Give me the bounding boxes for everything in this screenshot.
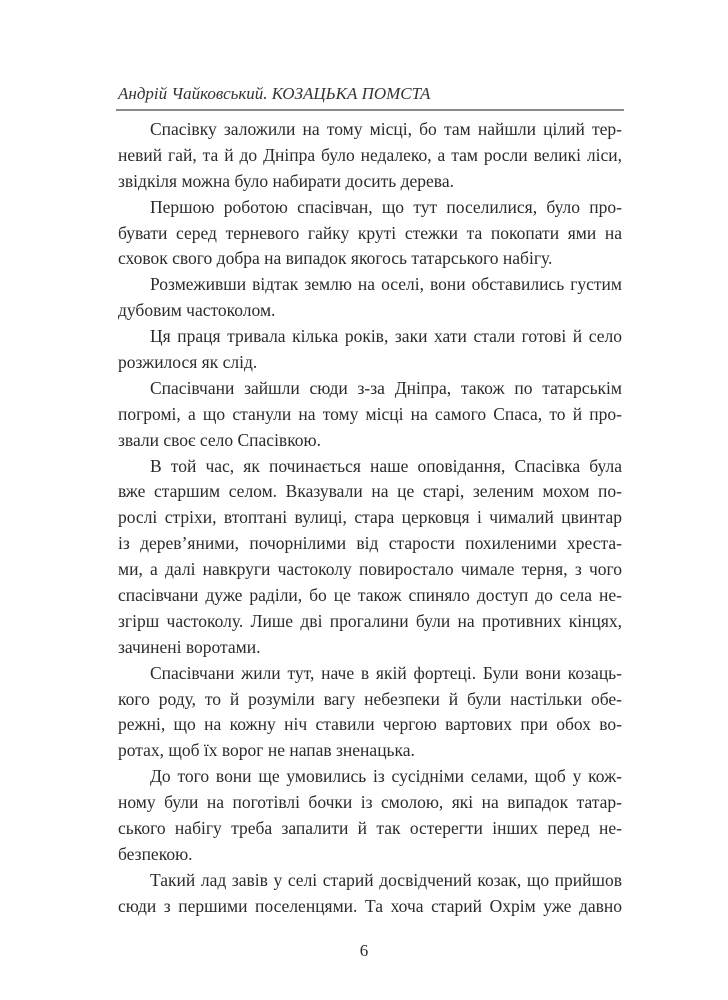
text-line: Такий лад завів у селі старий досвідчений козак, що прийшов: [150, 869, 622, 890]
text-line: режні, що на кожну ніч ставили чергою вартових при обох во-: [118, 714, 622, 735]
text-line: ному були на поготівлі бочки із смолою, які на випадок татар-: [118, 792, 622, 813]
text-line: невий гай, та й до Дніпра було недалеко, а там росли великі ліси,: [118, 144, 622, 165]
text-line: сховок свого добра на випадок якогось татарського набігу.: [118, 248, 553, 269]
page-body: [118, 117, 622, 920]
paragraph: [118, 661, 622, 765]
text-line: ротах, щоб їх ворог не напав зненацька.: [118, 740, 415, 761]
text-line: спасівчани дуже раділи, бо це також спиняло доступ до села не-: [118, 585, 622, 606]
text-line: Спасівку заложили на тому місці, бо там найшли цілий тер-: [150, 119, 622, 139]
paragraph: [118, 324, 622, 376]
paragraph: [118, 454, 622, 661]
text-line: дубовим частоколом.: [118, 300, 276, 321]
text-line: сюди з першими поселенцями. Та хоча старий Охрім уже давно: [118, 895, 622, 916]
text-line: Розмеживши відтак землю на оселі, вони обставились густим: [150, 274, 622, 295]
text-line: рослі стріхи, втоптані вулиці, стара церковця і чималий цвинтар: [118, 507, 622, 528]
text-line: із дерев’яними, почорнілими від старости похиленими хреста-: [118, 533, 622, 554]
running-header: Андрій Чайковський. КОЗАЦЬКА ПОМСТА: [118, 84, 431, 103]
text-line: ми, а далі навкруги частоколу повиростало чимале терня, з чого: [118, 559, 622, 580]
paragraph: [118, 195, 622, 273]
text-line: ського набігу треба запалити й так остерегти інших перед не-: [118, 818, 622, 839]
text-line: До того вони ще умовились із сусідніми селами, щоб у кож-: [150, 766, 622, 787]
text-line: звідкіля можна було набирати досить дерева.: [118, 170, 454, 191]
paragraph: [118, 868, 622, 920]
paragraph: [118, 117, 622, 195]
header-rule: [116, 109, 624, 111]
text-line: розжилося як слід.: [118, 352, 258, 373]
text-line: зачинені воротами.: [118, 636, 261, 657]
text-line: безпекою.: [118, 843, 193, 864]
text-line: Першою роботою спасівчан, що тут поселилися, було про-: [150, 196, 622, 217]
text-line: Спасівчани зайшли сюди з-за Дніпра, також по татарськім: [150, 377, 622, 398]
text-line: В той час, як починається наше оповідання, Спасівка була: [150, 455, 622, 476]
paragraph: [118, 764, 622, 868]
text-line: бувати серед терневого гайку круті стежки та покопати ями на: [118, 222, 622, 243]
text-line: Ця праця тривала кілька років, заки хати стали готові й село: [150, 326, 622, 347]
text-line: кого роду, то й розуміли вагу небезпеки й були настільки обе-: [118, 688, 622, 709]
paragraph: [118, 272, 622, 324]
text-line: звали своє село Спасівкою.: [118, 429, 322, 450]
paragraph: [118, 376, 622, 454]
text-line: Спасівчани жили тут, наче в якій фортеці. Були вони козаць-: [150, 662, 622, 683]
text-line: згірш частоколу. Лише дві прогалини були на противних кінцях,: [118, 610, 622, 631]
text-line: погромі, а що станули на тому місці на самого Спаса, то й про-: [118, 403, 622, 424]
text-line: вже старшим селом. Вказували на це старі, зеленим мохом по-: [118, 481, 622, 502]
page-number: 6: [359, 941, 369, 960]
